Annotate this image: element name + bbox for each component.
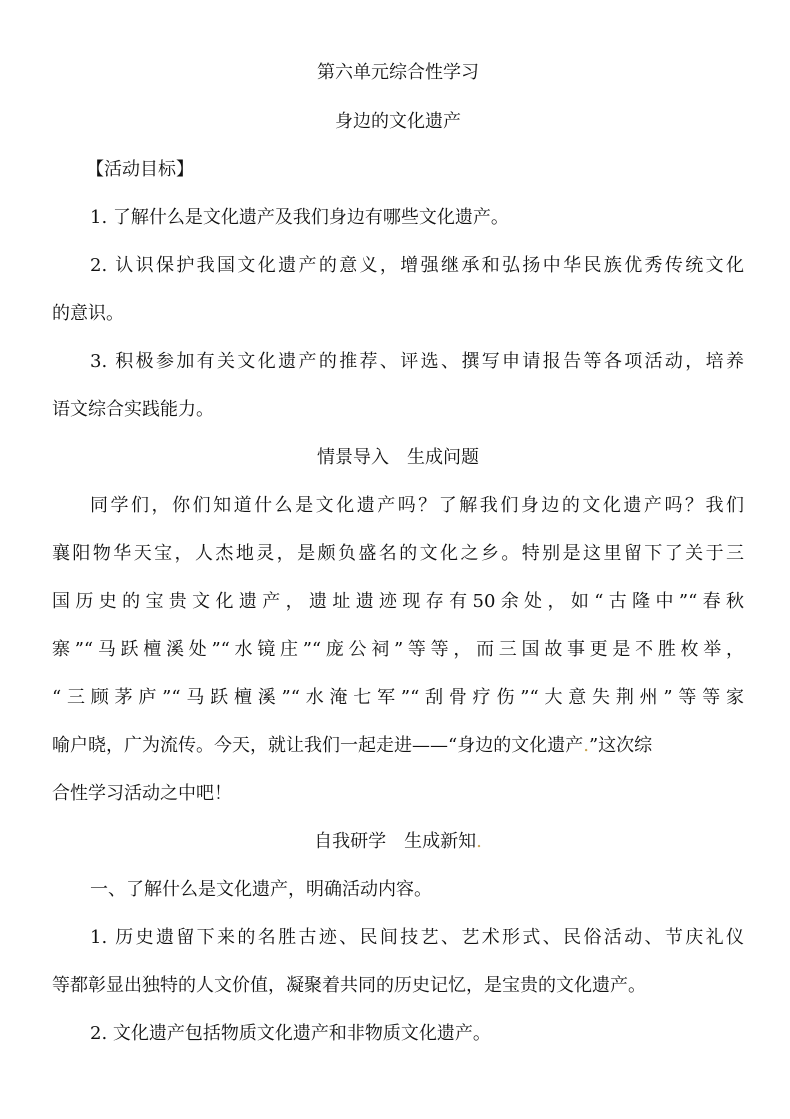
intro-line-6-text-a: 喻户晓，广为流传。今天，就让我们一起走进——“身边的文化遗产 [52,735,584,756]
intro-line-6-dot: . [583,735,589,756]
intro-line-4: 寨”“马跃檀溪处”“水镜庄”“庞公祠”等等，而三国故事更是不胜枚举， [52,639,744,660]
section-heading-study-text: 自我研学 生成新知 [314,831,477,852]
document-subtitle: 身边的文化遗产 [335,111,461,132]
intro-line-5: “三顾茅庐”“马跃檀溪”“水淹七军”“刮骨疗伤”“大意失荆州”等等家 [52,687,744,708]
goals-heading: 【活动目标】 [86,159,194,180]
section-heading-study-dot: . [476,831,482,852]
intro-line-7: 合性学习活动之中吧！ [52,783,232,804]
document-title: 第六单元综合性学习 [317,62,479,83]
section-heading-intro: 情景导入 生成问题 [317,447,479,468]
goal-3-line-1: 3. 积极参加有关文化遗产的推荐、评选、撰写申请报告等各项活动，培养 [90,351,744,372]
goal-1: 1. 了解什么是文化遗产及我们身边有哪些文化遗产。 [90,207,509,228]
intro-line-6-text-b: ”这次综 [588,735,653,756]
intro-line-2: 襄阳物华天宝，人杰地灵，是颇负盛名的文化之乡。特别是这里留下了关于三 [52,543,744,564]
section-heading-study [52,831,744,853]
item-1-line-2: 等都彰显出独特的人文价值，凝聚着共同的历史记忆，是宝贵的文化遗产。 [52,975,646,996]
intro-line-6 [52,735,744,757]
intro-line-1: 同学们，你们知道什么是文化遗产吗？了解我们身边的文化遗产吗？我们 [90,495,744,516]
part-1-heading: 一、了解什么是文化遗产，明确活动内容。 [90,879,432,900]
goal-2-line-1: 2. 认识保护我国文化遗产的意义，增强继承和弘扬中华民族优秀传统文化 [90,255,744,276]
goal-2-line-2: 的意识。 [52,303,124,324]
intro-line-3: 国历史的宝贵文化遗产，遗址遗迹现存有50余处，如“古隆中”“春秋 [52,591,744,612]
goal-3-line-2: 语文综合实践能力。 [52,399,214,420]
item-2: 2. 文化遗产包括物质文化遗产和非物质文化遗产。 [90,1023,491,1044]
item-1-line-1: 1. 历史遗留下来的名胜古迹、民间技艺、艺术形式、民俗活动、节庆礼仪 [90,927,744,948]
